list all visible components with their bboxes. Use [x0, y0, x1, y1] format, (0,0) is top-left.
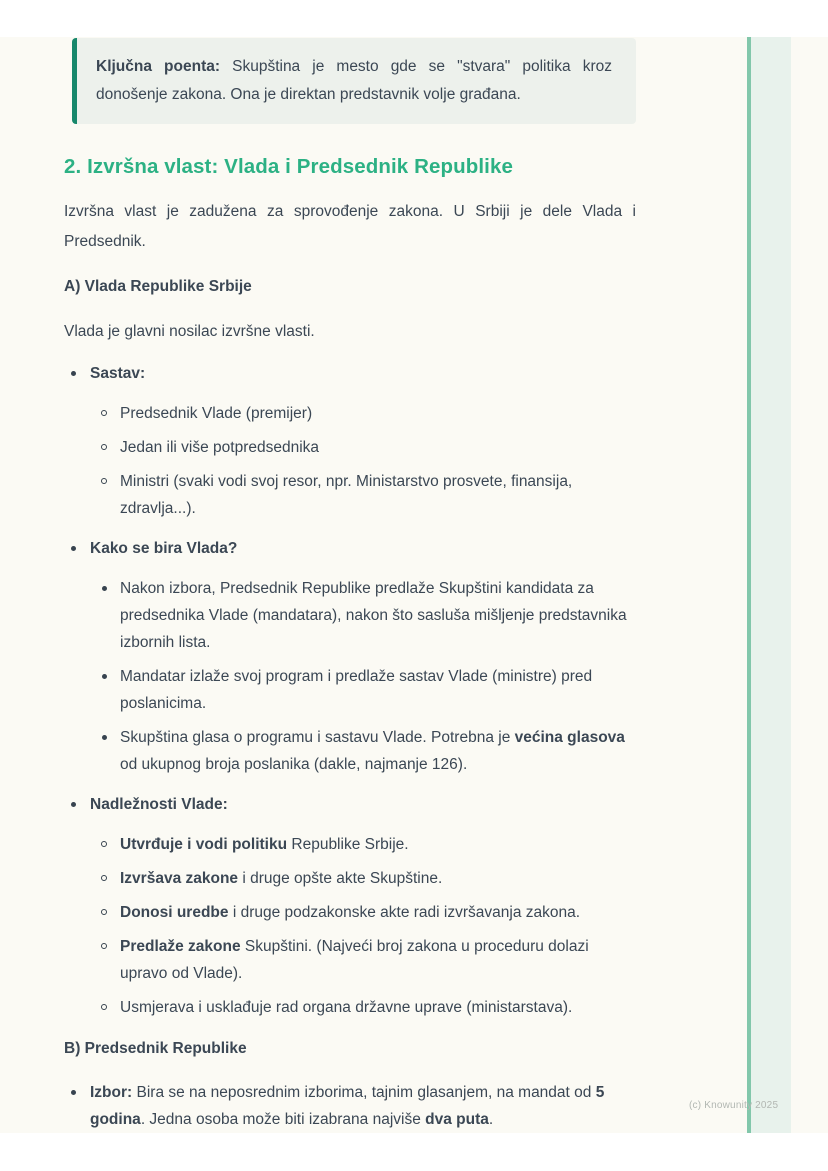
izbor-vlade-sublist [90, 575, 636, 778]
callout-text: Ključna poenta: Skupština je mesto gde se "stvara" politika kroz donošenje zakona. Ona je direktan predstavnik volje građana. [96, 58, 612, 103]
page-content [64, 38, 636, 1133]
sublist-wrapper [64, 575, 636, 778]
sub-list-item: Nakon izbora, Predsednik Republike predlaže Skupštini kandidata za predsednika Vlade (mandatara), nakon što sasluša mišljenje predstavnika izbornih lista. [90, 575, 636, 656]
key-point-callout [72, 38, 636, 124]
subsection-a-heading: A) Vlada Republike Srbije [64, 278, 252, 295]
sastav-sublist [90, 400, 636, 522]
sub-list-item: Izvršava zakone i druge opšte akte Skupštine. [90, 865, 636, 892]
list-item-izbor-vlade: Kako se bira Vlada? [64, 535, 636, 562]
sub-list-item: Ministri (svaki vodi svoj resor, npr. Ministarstvo prosvete, finansija, zdravlja...). [90, 468, 636, 522]
right-accent-stripe [747, 37, 791, 1133]
nadleznosti-sublist [90, 831, 636, 1021]
subsection-b-heading: B) Predsednik Republike [64, 1040, 247, 1057]
sub-list-item: Usmjerava i usklađuje rad organa državne uprave (ministarstava). [90, 994, 636, 1021]
sub-list-item: Skupština glasa o programu i sastavu Vlade. Potrebna je većina glasova od ukupnog broja poslanika (dakle, najmanje 126). [90, 724, 636, 778]
copyright-watermark: (c) Knowunity 2025 [689, 1100, 779, 1111]
sub-list-item: Predlaže zakone Skupštini. (Najveći broj zakona u proceduru dolazi upravo od Vlade). [90, 933, 636, 987]
sub-list-item: Mandatar izlaže svoj program i predlaže sastav Vlade (ministre) pred poslanicima. [90, 663, 636, 717]
sublist-wrapper [64, 400, 636, 522]
list-item-sastav: Sastav: [64, 360, 636, 387]
list-item-izbor: Izbor: Bira se na neposrednim izborima, tajnim glasanjem, na mandat od 5 godina. Jedna osoba može biti izabrana najviše dva puta. [64, 1079, 636, 1133]
sublist-wrapper [64, 831, 636, 1021]
government-list [64, 360, 636, 1021]
sub-list-item: Utvrđuje i vodi politiku Republike Srbije. [90, 831, 636, 858]
sub-list-item: Jedan ili više potpredsednika [90, 434, 636, 461]
section-heading: 2. Izvršna vlast: Vlada i Predsednik Republike [64, 155, 513, 178]
list-item-nadleznosti: Nadležnosti Vlade: [64, 791, 636, 818]
subsection-a-lead: Vlada je glavni nosilac izvršne vlasti. [64, 323, 315, 340]
intro-paragraph: Izvršna vlast je zadužena za sprovođenje zakona. U Srbiji je dele Vlada i Predsednik. [64, 203, 636, 250]
sub-list-item: Donosi uredbe i druge podzakonske akte radi izvršavanja zakona. [90, 899, 636, 926]
sub-list-item: Predsednik Vlade (premijer) [90, 400, 636, 427]
president-list [64, 1079, 636, 1133]
